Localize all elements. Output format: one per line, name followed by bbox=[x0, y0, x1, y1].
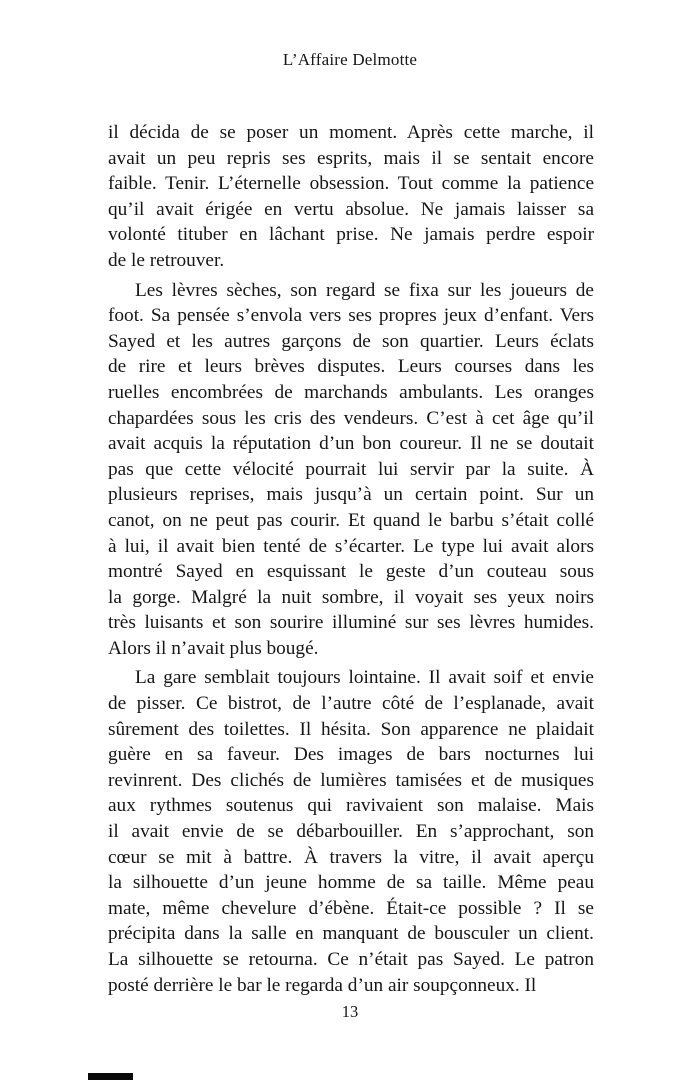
text-line: pas que cette vélocité pourrait lui servir par la suite. À bbox=[108, 458, 594, 480]
text-line: La silhouette se retourna. Ce n’était pas Sayed. Le patron bbox=[108, 949, 594, 970]
text-line: sûrement des toilettes. Il hésita. Son apparence ne plaidait bbox=[108, 718, 594, 740]
paragraph bbox=[108, 120, 594, 274]
text-line: montré Sayed en esquissant le geste d’un couteau sous bbox=[108, 561, 594, 583]
text-line: la silhouette d’un jeune homme de sa taille. Même peau bbox=[108, 872, 594, 894]
text-line: très luisants et son sourire illuminé sur ses lèvres humides. bbox=[108, 612, 594, 634]
text-line: il avait envie de se débarbouiller. En s’approchant, son bbox=[108, 821, 594, 843]
text-line: à lui, il avait bien tenté de s’écarter. Le type lui avait alors bbox=[108, 535, 594, 557]
text-line: Sayed et les autres garçons de son quartier. Leurs éclats bbox=[108, 330, 594, 352]
text-line: Alors il n’avait plus bougé. bbox=[108, 637, 319, 659]
text-line: chapardées sous les cris des vendeurs. C’est à cet âge qu’il bbox=[108, 407, 594, 429]
text-line: avait un peu repris ses esprits, mais il se sentait encore bbox=[108, 147, 594, 169]
page-body bbox=[108, 120, 594, 998]
text-line: de le retrouver. bbox=[108, 249, 225, 271]
text-line: il décida de se poser un moment. Après cette marche, il bbox=[108, 122, 594, 143]
text-line: aux rythmes soutenus qui ravivaient son malaise. Mais bbox=[108, 795, 594, 817]
text-line: canot, on ne peut pas courir. Et quand le barbu s’était collé bbox=[108, 509, 594, 531]
text-line: précipita dans la salle en manquant de bousculer un client. bbox=[108, 923, 594, 945]
text-line: foot. Sa pensée s’envola vers ses propres jeux d’enfant. Vers bbox=[108, 305, 594, 327]
text-line: plusieurs reprises, mais jusqu’à un certain point. Sur un bbox=[108, 484, 594, 506]
scan-artifact-bar bbox=[88, 1073, 133, 1080]
paragraph bbox=[108, 278, 594, 662]
paragraph bbox=[108, 665, 594, 998]
text-line: qu’il avait érigée en vertu absolue. Ne jamais laisser sa bbox=[108, 198, 594, 220]
text-line: cœur se mit à battre. À travers la vitre, il avait aperçu bbox=[108, 846, 594, 868]
text-line: de rire et leurs brèves disputes. Leurs courses dans les bbox=[108, 356, 594, 378]
running-header-title: L’Affaire Delmotte bbox=[282, 50, 418, 69]
text-line: faible. Tenir. L’éternelle obsession. Tout comme la patience bbox=[108, 173, 594, 195]
text-line: La gare semblait toujours lointaine. Il avait soif et envie bbox=[135, 667, 594, 689]
page-number: 13 bbox=[341, 1002, 359, 1021]
text-line: revinrent. Des clichés de lumières tamisées et de musiques bbox=[108, 769, 594, 791]
text-line: volonté tituber en lâchant prise. Ne jamais perdre espoir bbox=[108, 224, 594, 246]
text-line: la gorge. Malgré la nuit sombre, il voyait ses yeux noirs bbox=[108, 586, 594, 608]
text-line: guère en sa faveur. Des images de bars nocturnes lui bbox=[108, 744, 594, 766]
text-line: posté derrière le bar le regarda d’un air soupçonneux. Il bbox=[108, 974, 537, 996]
text-line: avait acquis la réputation d’un bon coureur. Il ne se doutait bbox=[108, 433, 594, 455]
text-line: mate, même chevelure d’ébène. Était-ce possible ? Il se bbox=[108, 897, 594, 919]
text-line: Les lèvres sèches, son regard se fixa sur les joueurs de bbox=[135, 279, 594, 301]
text-line: de pisser. Ce bistrot, de l’autre côté de l’esplanade, avait bbox=[108, 693, 594, 715]
text-line: ruelles encombrées de marchands ambulants. Les oranges bbox=[108, 381, 594, 403]
